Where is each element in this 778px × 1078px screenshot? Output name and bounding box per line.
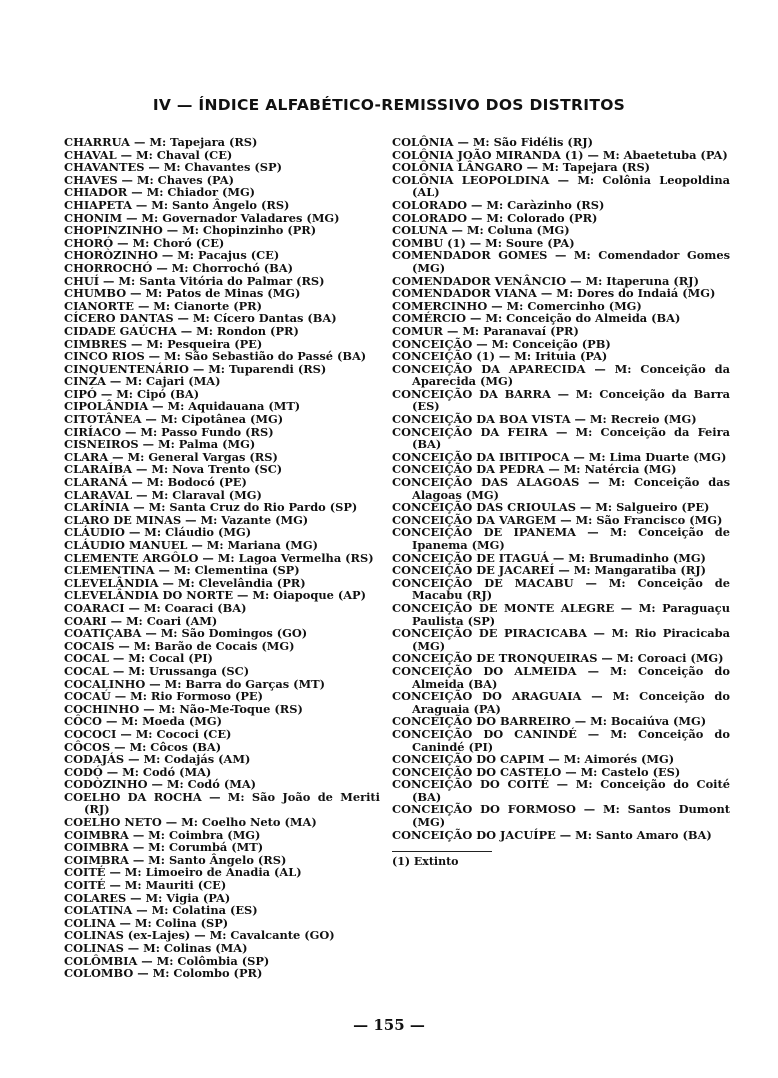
index-entry: CHORROCHÓ — M: Chorrochó (BA) xyxy=(64,260,294,275)
index-entry: CONCEIÇÃO — M: Conceição (PB) xyxy=(392,336,611,351)
index-entry: COARI — M: Coari (AM) xyxy=(64,613,218,628)
index-entry: CONCEIÇÃO DA FEIRA — M: Conceição da Feira (BA) xyxy=(392,424,730,452)
index-entry: CONCEIÇÃO DO CAPIM — M: Aimorés (MG) xyxy=(392,752,675,767)
index-entry: CISNEIROS — M: Palma (MG) xyxy=(64,437,256,452)
index-entry: CONCEIÇÃO DE IPANEMA — M: Conceição de Ipanema (MG) xyxy=(392,525,730,552)
index-entry: CONCEIÇÃO DO BARREIRO — M: Bocaiúva (MG) xyxy=(392,714,707,729)
index-entry: CHOPINZINHO — M: Chopinzinho (PR) xyxy=(64,223,317,238)
index-entry: COITÉ — M: Limoeiro de Anadia (AL) xyxy=(64,865,302,880)
footnote: (1) Extinto xyxy=(392,855,459,869)
index-entry: CINQUENTENÁRIO — M: Tuparendi (RS) xyxy=(64,361,327,376)
index-entry: CIPOLÂNDIA — M: Aquidauana (MT) xyxy=(64,399,301,414)
index-entry: CONCEIÇÃO DO ALMEIDA — M: Conceição do Almeida (BA) xyxy=(392,663,730,691)
right-column-entries xyxy=(392,136,730,841)
index-entry: CLARO DE MINAS — M: Vazante (MG) xyxy=(64,512,309,527)
index-entry: CHAVES — M: Chaves (PA) xyxy=(64,172,235,187)
index-entry: COELHO DA ROCHA — M: São João de Meriti (RJ) xyxy=(64,789,380,817)
page-title: IV — ÍNDICE ALFABÉTICO-REMISSIVO DOS DISTRITOS xyxy=(152,96,626,114)
index-entry: CÔCO — M: Moeda (MG) xyxy=(64,714,222,729)
index-entry: CONCEIÇÃO DA APARECIDA — M: Conceição da Aparecida (MG) xyxy=(392,361,730,389)
index-entry: CLEMENTE ARGÔLO — M: Lagoa Vermelha (RS) xyxy=(64,550,374,565)
index-entry: COCAL — M: Urussanga (SC) xyxy=(64,663,250,678)
index-entry: COLATINA — M: Colatina (ES) xyxy=(64,903,258,918)
index-entry: CONCEIÇÃO DE ITAGUÁ — M: Brumadinho (MG) xyxy=(392,550,706,565)
index-entry: CHAVANTES — M: Chavantes (SP) xyxy=(64,160,282,175)
index-entry: COLORADO — M: Colorado (PR) xyxy=(392,210,598,225)
index-entry: CLÁUDIO MANUEL — M: Mariana (MG) xyxy=(64,538,318,552)
index-entry: COLÔNIA LEOPOLDINA — M: Colônia Leopoldina (AL) xyxy=(392,172,730,200)
index-entry: CHUMBO — M: Patos de Minas (MG) xyxy=(64,286,301,301)
index-entry: CONCEIÇÃO DO FORMOSO — M: Santos Dumont (MG) xyxy=(392,802,730,830)
index-entry: CIPÓ — M: Cipó (BA) xyxy=(64,386,200,401)
footnote-divider xyxy=(392,851,492,852)
index-entry: CIRÍACO — M: Passo Fundo (RS) xyxy=(64,424,274,439)
index-entry: COCALINHO — M: Barra do Garças (MT) xyxy=(64,676,325,691)
index-entry: COCAL — M: Cocal (PI) xyxy=(64,651,213,666)
right-column xyxy=(392,136,730,869)
index-entry: CODÓ — M: Codó (MA) xyxy=(64,764,212,779)
index-entry: CLARÍNIA — M: Santa Cruz do Rio Pardo (SP) xyxy=(64,500,358,515)
index-entry: CONCEIÇÃO DA VARGEM — M: São Francisco (MG) xyxy=(392,512,723,527)
index-entry: COARACI — M: Coaraci (BA) xyxy=(64,600,247,615)
index-entry: COLORADO — M: Caràzinho (RS) xyxy=(392,197,605,212)
index-entry: COLÔMBIA — M: Colômbia (SP) xyxy=(64,953,270,968)
index-entry: COLÔNIA — M: São Fidélis (RJ) xyxy=(392,135,594,149)
left-column xyxy=(64,136,380,980)
index-entry: COLINAS — M: Colinas (MA) xyxy=(64,941,248,955)
index-entry: CHUÍ — M: Santa Vitória do Palmar (RS) xyxy=(64,273,325,288)
index-entry: CODÒZINHO — M: Codó (MA) xyxy=(64,777,257,792)
index-entry: CLEVELÂNDIA — M: Clevelândia (PR) xyxy=(64,575,306,590)
index-entry: CONCEIÇÃO DE TRONQUEIRAS — M: Coroaci (MG) xyxy=(392,651,724,666)
index-entry: COIMBRA — M: Coimbra (MG) xyxy=(64,827,261,842)
index-entry: CONCEIÇÃO DO JACUÍPE — M: Santo Amaro (BA) xyxy=(392,827,712,842)
index-entry: CONCEIÇÃO DA PEDRA — M: Natércia (MG) xyxy=(392,462,677,477)
index-entry: COLÔNIA JOÃO MIRANDA (1) — M: Abaetetuba (PA) xyxy=(392,147,728,162)
index-entry: COLÔNIA LÂNGARO — M: Tapejara (RS) xyxy=(392,160,651,175)
index-entry: CONCEIÇÃO (1) — M: Irituia (PA) xyxy=(392,349,608,364)
index-entry: COLINAS (ex-Lajes) — M: Cavalcante (GO) xyxy=(64,928,335,943)
index-entry: CONCEIÇÃO DA BARRA — M: Conceição da Barra (ES) xyxy=(392,386,730,414)
index-entry: COMUR — M: Paranavaí (PR) xyxy=(392,323,579,338)
index-entry: CONCEIÇÃO DAS ALAGOAS — M: Conceição das Alagoas (MG) xyxy=(392,475,730,502)
index-entry: COLUNA — M: Coluna (MG) xyxy=(392,223,570,238)
index-entry: CHARRUA — M: Tapejara (RS) xyxy=(64,135,258,149)
index-entry: CONCEIÇÃO DE PIRACICABA — M: Rio Piracicaba (MG) xyxy=(392,626,730,653)
index-entry: COCAIS — M: Barão de Cocais (MG) xyxy=(64,638,295,653)
index-entry: CONCEIÇÃO DO COITÉ — M: Conceição do Coité (BA) xyxy=(392,777,730,804)
index-entry: CONCEIÇÃO DO CASTELO — M: Castelo (ES) xyxy=(392,764,681,779)
index-entry: COCAÚ — M: Rio Formoso (PE) xyxy=(64,689,263,704)
index-entry: CITOTÂNEA — M: Cipotânea (MG) xyxy=(64,412,284,427)
index-entry: COMÉRCIO — M: Conceição do Almeida (BA) xyxy=(392,311,681,326)
index-entry: CINCO RIOS — M: São Sebastião do Passé (BA) xyxy=(64,349,367,364)
index-entry: CLARA — M: General Vargas (RS) xyxy=(64,449,278,464)
index-entry: CONCEIÇÃO DAS CRIOULAS — M: Salgueiro (PE) xyxy=(392,500,710,515)
index-entry: CHONIM — M: Governador Valadares (MG) xyxy=(64,210,340,225)
index-entry: COLINA — M: Colina (SP) xyxy=(64,915,229,930)
index-entry: CONCEIÇÃO DE JACAREÍ — M: Mangaratiba (RJ) xyxy=(392,563,707,578)
index-entry: CLÁUDIO — M: Cláudio (MG) xyxy=(64,525,252,540)
index-entry: COCHINHO — M: Não-Me-Toque (RS) xyxy=(64,701,303,716)
index-entry: COCOCI — M: Cococi (CE) xyxy=(64,726,232,741)
index-entry: CLEMENTINA — M: Clementina (SP) xyxy=(64,563,300,578)
index-entry: CONCEIÇÃO DA BOA VISTA — M: Recreio (MG) xyxy=(392,412,697,427)
index-entry: CHIADOR — M: Chiador (MG) xyxy=(64,185,256,200)
index-entry: CÍCERO DANTAS — M: Cícero Dantas (BA) xyxy=(64,311,337,326)
index-entry: CHIAPETA — M: Santo Ângelo (RS) xyxy=(64,197,290,212)
index-entry: CLARAVAL — M: Claraval (MG) xyxy=(64,487,262,502)
index-entry: COITÉ — M: Mauriti (CE) xyxy=(64,878,227,893)
index-entry: CHORÒZINHO — M: Pacajus (CE) xyxy=(64,248,280,263)
index-entry: COIMBRA — M: Corumbá (MT) xyxy=(64,840,264,855)
index-entry: COLOMBO — M: Colombo (PR) xyxy=(64,966,263,981)
index-entry: CINZA — M: Cajari (MA) xyxy=(64,374,221,389)
index-entry: CHAVAL — M: Chaval (CE) xyxy=(64,147,233,162)
index-entry: CIANORTE — M: Cianorte (PR) xyxy=(64,298,263,313)
index-entry: COMENDADOR VIANA — M: Dores do Indaiá (MG) xyxy=(392,286,716,301)
index-entry: COIMBRA — M: Santo Ângelo (RS) xyxy=(64,852,287,867)
index-entry: CONCEIÇÃO DE MONTE ALEGRE — M: Paraguaçu Paulista (SP) xyxy=(392,600,730,628)
index-entry: COELHO NETO — M: Coelho Neto (MA) xyxy=(64,815,317,830)
index-entry: CONCEIÇÃO DO CANINDÉ — M: Conceição do Canindé (PI) xyxy=(392,726,730,754)
index-entry: COMBU (1) — M: Soure (PA) xyxy=(392,235,575,250)
index-entry: CLARANÁ — M: Bodocó (PE) xyxy=(64,475,247,490)
index-entry: COMERCINHO — M: Comercinho (MG) xyxy=(392,298,642,313)
index-entry: CIMBRES — M: Pesqueira (PE) xyxy=(64,336,263,351)
index-entry: CÔCOS — M: Côcos (BA) xyxy=(64,739,222,754)
index-entry: COMENDADOR VENÂNCIO — M: Itaperuna (RJ) xyxy=(392,273,699,288)
index-entry: CLARAÍBA — M: Nova Trento (SC) xyxy=(64,462,283,477)
index-entry: CONCEIÇÃO DO ARAGUAIA — M: Conceição do Araguaia (PA) xyxy=(392,689,730,716)
index-entry: CLEVELÂNDIA DO NORTE — M: Oiapoque (AP) xyxy=(64,588,367,603)
index-entry: CIDADE GAÚCHA — M: Rondon (PR) xyxy=(64,323,299,338)
page-number: — 155 — xyxy=(353,1016,425,1034)
index-entry: CONCEIÇÃO DE MACABU — M: Conceição de Macabu (RJ) xyxy=(392,575,730,603)
index-entry: CHORÓ — M: Choró (CE) xyxy=(64,235,225,250)
index-entry: CONCEIÇÃO DA IBITIPOCA — M: Lima Duarte (MG) xyxy=(392,449,727,464)
index-entry: CODAJÁS — M: Codajás (AM) xyxy=(64,752,251,767)
index-entry: COATIÇABA — M: São Domingos (GO) xyxy=(64,626,308,641)
index-entry: COMENDADOR GOMES — M: Comendador Gomes (MG) xyxy=(392,248,730,275)
index-entry: COLARES — M: Vigia (PA) xyxy=(64,890,231,905)
